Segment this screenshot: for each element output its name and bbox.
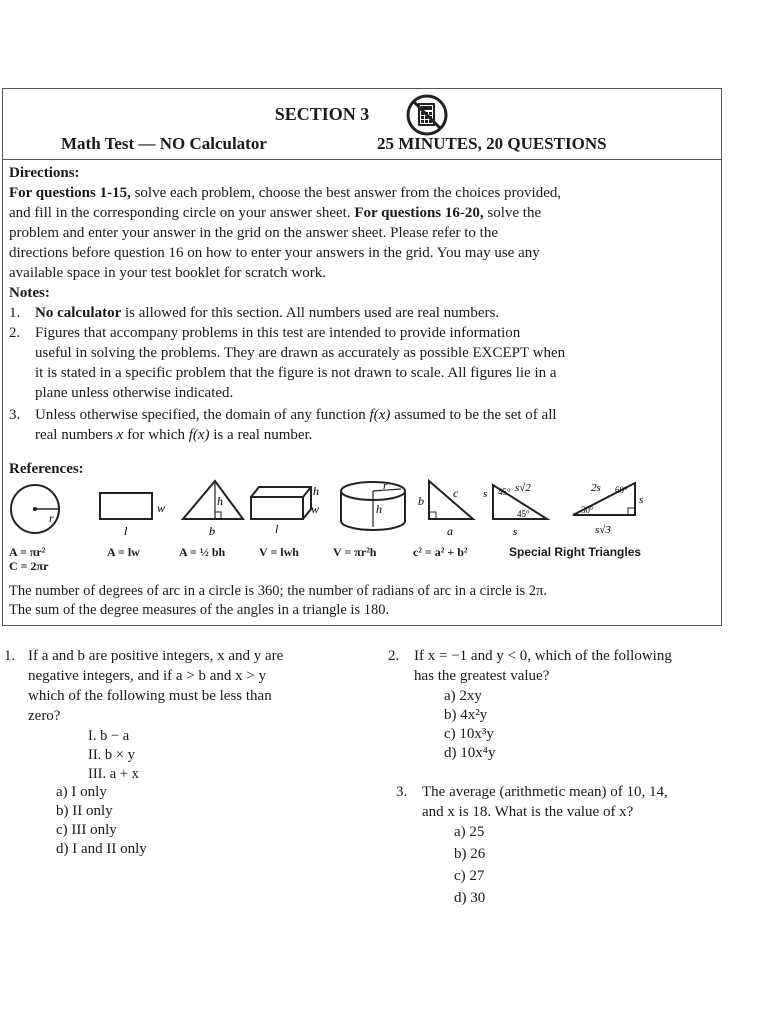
notes-heading: Notes: [9, 285, 50, 301]
box-figure [251, 484, 319, 536]
reference-figures [3, 479, 719, 549]
note-2-line-2: useful in solving the problems. They are drawn as accurately as possible EXCEPT when [35, 345, 566, 361]
right-triangle-figure [418, 481, 473, 538]
answer-choice[interactable]: b) 26 [454, 846, 486, 862]
answer-choice[interactable]: b) II only [56, 803, 113, 819]
svg-text:s: s [513, 526, 518, 538]
pythagorean-formula: c² = a² + b² [413, 545, 468, 559]
svg-text:b: b [209, 524, 215, 538]
references-heading: References: [9, 461, 84, 477]
circle-figure [11, 485, 59, 533]
svg-text:h: h [376, 502, 382, 516]
answer-choice[interactable]: a) 2xy [444, 688, 482, 704]
section-box [2, 88, 722, 626]
answer-choice[interactable]: d) 30 [454, 890, 486, 906]
roman-option: III. a + x [88, 766, 139, 782]
circle-circumference-formula: C = 2πr [9, 559, 49, 573]
answer-choice[interactable]: a) I only [56, 784, 107, 800]
roman-option: I. b − a [88, 728, 130, 744]
answer-choice[interactable]: d) I and II only [56, 841, 147, 857]
svg-text:s: s [483, 488, 488, 500]
answer-choice[interactable]: c) 10x³y [444, 726, 494, 742]
note-1: No calculator is allowed for this section. All numbers used are real numbers. [35, 305, 500, 321]
svg-text:30°: 30° [581, 505, 594, 515]
directions-line-5: available space in your test booklet for scratch work. [9, 265, 326, 281]
rectangle-area-formula: A = lw [107, 545, 140, 559]
svg-text:c: c [453, 486, 459, 500]
triangle-angle-fact: The sum of the degree measures of the angles in a triangle is 180. [9, 602, 390, 618]
note-2-line-1: Figures that accompany problems in this test are intended to provide information [35, 325, 521, 341]
svg-text:2s: 2s [591, 482, 601, 494]
note-3-number: 3. [9, 407, 21, 423]
test-title: Math Test — NO Calculator [61, 134, 267, 153]
question-text-line: If a and b are positive integers, x and y are [28, 648, 284, 664]
directions-line-3: problem and enter your answer in the grid on the answer sheet. Please refer to the [9, 225, 498, 241]
svg-text:45°: 45° [498, 487, 511, 497]
svg-text:s√3: s√3 [595, 524, 611, 536]
question-number: 1. [4, 648, 16, 664]
question-number: 3. [396, 784, 408, 800]
question-text-line: negative integers, and if a > b and x > y [28, 668, 267, 684]
svg-text:h: h [217, 494, 223, 508]
svg-text:a: a [447, 524, 453, 538]
test-timing: 25 MINUTES, 20 QUESTIONS [377, 134, 607, 153]
arc-fact: The number of degrees of arc in a circle is 360; the number of radians of arc in a circle is 2π. [9, 583, 547, 599]
cylinder-volume-formula: V = πr²h [333, 545, 377, 559]
svg-text:60°: 60° [615, 485, 628, 495]
answer-choice[interactable]: a) 25 [454, 824, 485, 840]
circle-area-formula: A = πr² [9, 545, 46, 559]
roman-option: II. b × y [88, 747, 135, 763]
svg-text:w: w [157, 501, 166, 515]
rectangle-figure [100, 493, 165, 538]
svg-text:b: b [418, 494, 424, 508]
question-text-line: and x is 18. What is the value of x? [422, 804, 634, 820]
svg-text:s√2: s√2 [515, 482, 531, 494]
thirty-sixty-ninety-triangle-figure [573, 482, 643, 536]
question-text-line: The average (arithmetic mean) of 10, 14, [422, 784, 668, 800]
answer-choice[interactable]: c) 27 [454, 868, 485, 884]
note-2-number: 2. [9, 325, 21, 341]
isosceles-right-triangle-figure [483, 482, 547, 538]
question-number: 2. [388, 648, 400, 664]
directions-line-4: directions before question 16 on how to enter your answers in the grid. You may use any [9, 245, 540, 261]
cylinder-figure [341, 480, 405, 530]
question-text-line: which of the following must be less than [28, 688, 272, 704]
svg-text:l: l [275, 522, 279, 536]
section-title: SECTION 3 [274, 104, 370, 124]
svg-text:s: s [639, 494, 644, 506]
svg-text:h: h [313, 484, 319, 498]
question-text-line: If x = −1 and y < 0, which of the following [414, 648, 672, 664]
directions-heading: Directions: [9, 165, 80, 181]
svg-text:r: r [49, 511, 54, 525]
note-3-line-1: Unless otherwise specified, the domain of any function f(x) assumed to be the set of all [35, 407, 557, 423]
question-text-line: zero? [28, 708, 61, 724]
svg-text:r: r [383, 480, 388, 492]
svg-text:45°: 45° [517, 509, 530, 519]
special-right-triangles-label: Special Right Triangles [509, 545, 642, 559]
svg-text:w: w [311, 502, 320, 516]
note-3-line-2: real numbers x for which f(x) is a real number. [35, 427, 313, 443]
answer-choice[interactable]: c) III only [56, 822, 117, 838]
directions-line-1: For questions 1-15, solve each problem, choose the best answer from the choices provided, [9, 185, 562, 201]
answer-choice[interactable]: b) 4x²y [444, 707, 488, 723]
triangle-figure [183, 481, 243, 538]
note-1-number: 1. [9, 305, 21, 321]
note-2-line-4: plane unless otherwise indicated. [35, 385, 234, 401]
svg-text:l: l [124, 524, 128, 538]
box-volume-formula: V = lwh [259, 545, 299, 559]
question-text-line: has the greatest value? [414, 668, 550, 684]
answer-choice[interactable]: d) 10x⁴y [444, 745, 496, 761]
no-calculator-icon [405, 93, 449, 137]
note-2-line-3: it is stated in a specific problem that the figure is not drawn to scale. All figures lie in a [35, 365, 557, 381]
triangle-area-formula: A = ½ bh [179, 545, 226, 559]
directions-line-2: and fill in the corresponding circle on your answer sheet. For questions 16-20, solve the [9, 205, 542, 221]
divider [3, 159, 721, 160]
